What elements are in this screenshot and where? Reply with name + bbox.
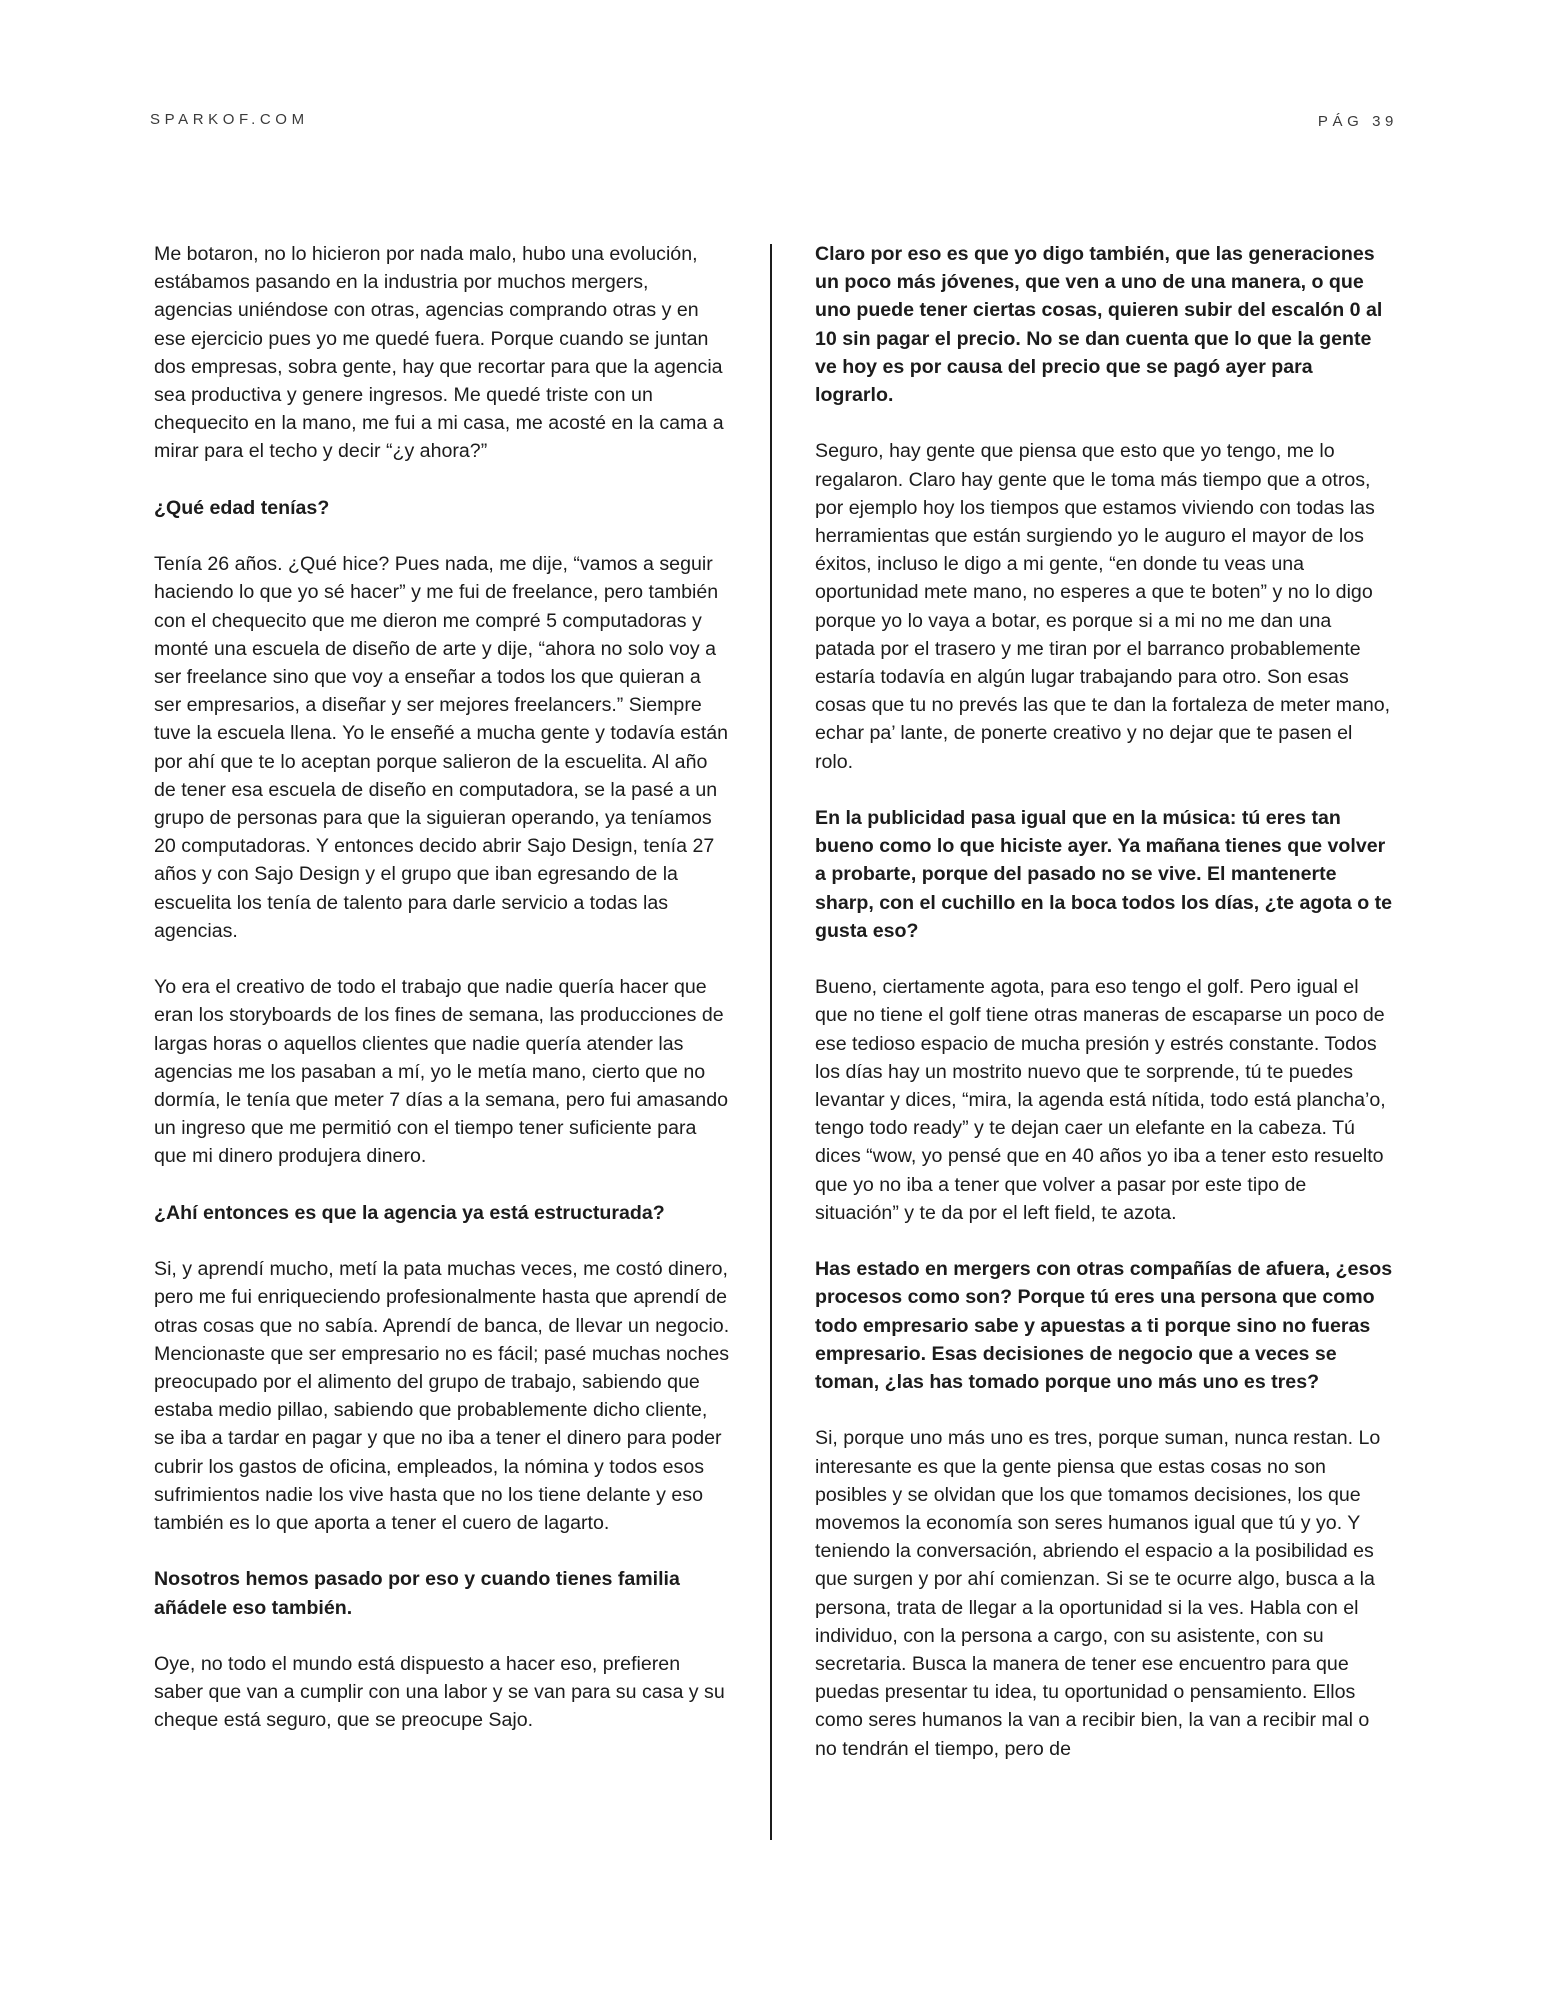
question: En la publicidad pasa igual que en la música: tú eres tan bueno como lo que hiciste ayer. Ya mañana tienes que volver a probarte, porque del pasado no se vive. El mantenerte sharp, con el cuchillo en la boca todos los días, ¿te agota o te gusta eso? [815, 807, 1393, 942]
question: ¿Qué edad tenías? [154, 496, 330, 519]
paragraph: Seguro, hay gente que piensa que esto que yo tengo, me lo regalaron. Claro hay gente que le toma más tiempo que a otros, por ejemplo hoy los tiempos que estamos viviendo con todas las herramientas que están surgiendo yo le auguro el mayor de los éxitos, incluso le digo a mi gente, “en donde tu veas una oportunidad mete mano, no esperes a que te boten” y no lo digo porque yo lo vaya a botar, es porque si a mi no me dan una patada por el trasero y me tiran por el barranco probablemente estaría todavía en algún lugar trabajando para otro. Son esas cosas que tu no prevés las que te dan la fortaleza de meter mano, echar pa’ lante, de ponerte creativo y no dejar que te pasen el rolo. [815, 440, 1391, 773]
question: Claro por eso es que yo digo también, que las generaciones un poco más jóvenes, que ven a uno de una manera, o que uno puede tener ciertas cosas, quieren subir del escalón 0 al 10 sin pagar el precio. No se dan cuenta que lo que la gente ve hoy es por causa del precio que se pagó ayer para lograrlo. [815, 243, 1383, 407]
paragraph: Yo era el creativo de todo el trabajo que nadie quería hacer que eran los storyboards de los fines de semana, las producciones de largas horas o aquellos clientes que nadie quería atender las agencias me los pasaban a mí, yo le metía mano, cierto que no dormía, le tenía que meter 7 días a la semana, pero fui amasando un ingreso que me permitió con el tiempo tener suficiente para que mi dinero produjera dinero. [154, 976, 728, 1168]
paragraph: Bueno, ciertamente agota, para eso tengo el golf. Pero igual el que no tiene el golf tiene otras maneras de escaparse un poco de ese tedioso espacio de mucha presión y estrés constante. Todos los días hay un mostrito nuevo que te sorprende, tú te puedes levantar y dices, “mira, la agenda está nítida, todo está plancha’o, tengo todo ready” y te dejan caer un elefante en la cabeza. Tú dices “wow, yo pensé que en 40 años yo iba a tener esto resuelto que yo no iba a tener que volver a pasar por este tipo de situación” y te da por el left field, te azota. [815, 976, 1386, 1224]
page-number: PÁG 39 [1317, 113, 1398, 130]
column-divider [770, 244, 772, 1840]
right-column [815, 240, 1395, 1791]
question: ¿Ahí entonces es que la agencia ya está estructurada? [154, 1201, 665, 1224]
paragraph: Me botaron, no lo hicieron por nada malo, hubo una evolución, estábamos pasando en la industria por muchos mergers, agencias uniéndose con otras, agencias comprando otras y en ese ejercicio pues yo me quedé fuera. Porque cuando se juntan dos empresas, sobra gente, hay que recortar para que la agencia sea productiva y genere ingresos. Me quedé triste con un chequecito en la mano, me fui a mi casa, me acosté en la cama a mirar para el techo y decir “¿y ahora?” [154, 243, 724, 463]
site-name: SPARKOF.COM [150, 111, 309, 128]
question: Has estado en mergers con otras compañías de afuera, ¿esos procesos como son? Porque tú eres una persona que como todo empresario sabe y apuestas a ti porque sino no fueras empresario. Esas decisiones de negocio que a veces se toman, ¿las has tomado porque uno más uno es tres? [815, 1258, 1393, 1394]
question: Nosotros hemos pasado por eso y cuando tienes familia añádele eso también. [154, 1568, 680, 1619]
paragraph: Tenía 26 años. ¿Qué hice? Pues nada, me dije, “vamos a seguir haciendo lo que yo sé hacer” y me fui de freelance, pero también con el chequecito que me dieron me compré 5 computadoras y monté una escuela de diseño de arte y dije, “ahora no solo voy a ser freelance sino que voy a enseñar a todos los que quieran a ser empresarios, a diseñar y ser mejores freelancers.” Siempre tuve la escuela llena. Yo le enseñé a mucha gente y todavía están por ahí que te lo aceptan porque salieron de la escuelita. Al año de tener esa escuela de diseño en computadora, se la pasé a un grupo de personas para que la siguieran operando, ya teníamos 20 computadoras. Y entonces decido abrir Sajo Design, tenía 27 años y con Sajo Design y el grupo que iban egresando de la escuelita los tenía de talento para darle servicio a todas las agencias. [154, 553, 729, 942]
left-column [154, 240, 732, 1763]
paragraph: Oye, no todo el mundo está dispuesto a hacer eso, prefieren saber que van a cumplir con una labor y se van para su casa y su cheque está seguro, que se preocupe Sajo. [154, 1653, 725, 1732]
paragraph: Si, porque uno más uno es tres, porque suman, nunca restan. Lo interesante es que la gente piensa que estas cosas no son posibles y se olvidan que los que tomamos decisiones, los que movemos la economía son seres humanos igual que tú y yo. Y teniendo la conversación, abriendo el espacio a la posibilidad es que surgen y por ahí comienzan. Si se te ocurre algo, busca a la persona, trata de llegar a la oportunidad si la ves. Habla con el individuo, con la persona a cargo, con su asistente, con su secretaria. Busca la manera de tener ese encuentro para que puedas presentar tu idea, tu oportunidad o pensamiento. Ellos como seres humanos la van a recibir bien, la van a recibir mal o no tendrán el tiempo, pero de [815, 1427, 1381, 1760]
paragraph: Si, y aprendí mucho, metí la pata muchas veces, me costó dinero, pero me fui enriqueciendo profesionalmente hasta que aprendí de otras cosas que no sabía. Aprendí de banca, de llevar un negocio. Mencionaste que ser empresario no es fácil; pasé muchas noches preocupado por el alimento del grupo de trabajo, sabiendo que estaba medio pillao, sabiendo que probablemente dicho cliente, se iba a tardar en pagar y que no iba a tener el dinero para poder cubrir los gastos de oficina, empleados, la nómina y todos esos sufrimientos nadie los vive hasta que no los tiene delante y eso también es lo que aporta a tener el cuero de lagarto. [154, 1258, 730, 1535]
